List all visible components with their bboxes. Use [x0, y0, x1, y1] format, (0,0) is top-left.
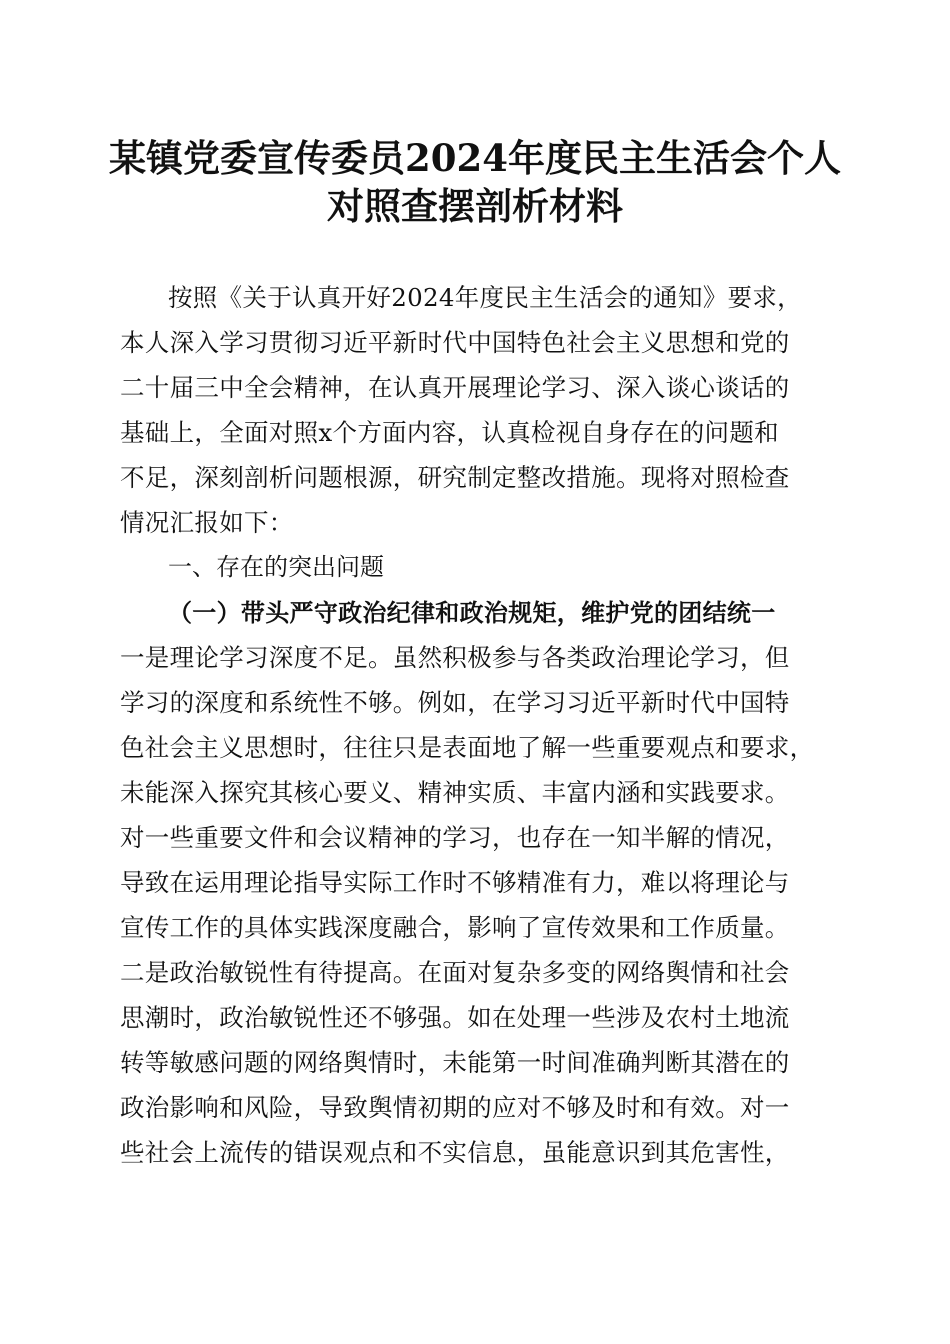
intro-line: 不足，深刻剖析问题根源，研究制定整改措施。现将对照检查 [120, 463, 790, 492]
section-heading: 一、存在的突出问题 [168, 553, 384, 581]
body-line: 思潮时，政治敏锐性还不够强。如在处理一些涉及农村土地流 [120, 1003, 790, 1032]
body-line: 学习的深度和系统性不够。例如，在学习习近平新时代中国特 [120, 688, 790, 717]
body-line: 宣传工作的具体实践深度融合，影响了宣传效果和工作质量。 [120, 913, 790, 942]
intro-line: 情况汇报如下： [120, 508, 294, 537]
intro-line: 本人深入学习贯彻习近平新时代中国特色社会主义思想和党的 [120, 328, 790, 357]
intro-line: 二十届三中全会精神，在认真开展理论学习、深入谈心谈话的 [120, 373, 790, 402]
body-paragraph [120, 635, 840, 1175]
intro-line: 基础上，全面对照x个方面内容，认真检视自身存在的问题和 [120, 418, 779, 447]
body-line: 一是理论学习深度不足。虽然积极参与各类政治理论学习，但 [120, 643, 790, 672]
intro-paragraph [120, 275, 840, 545]
subsection-heading: （一）带头严守政治纪律和政治规矩，维护党的团结统一 [168, 598, 776, 627]
body-line: 转等敏感问题的网络舆情时，未能第一时间准确判断其潜在的 [120, 1048, 790, 1077]
body-line: 导致在运用理论指导实际工作时不够精准有力，难以将理论与 [120, 868, 790, 897]
body-line: 对一些重要文件和会议精神的学习，也存在一知半解的情况， [120, 823, 790, 852]
document-title-line-1: 某镇党委宣传委员2024年度民主生活会个人 [109, 136, 841, 180]
body-line: 二是政治敏锐性有待提高。在面对复杂多变的网络舆情和社会 [120, 958, 790, 987]
document-title-line-2: 对照查摆剖析材料 [327, 184, 623, 228]
intro-line: 按照《关于认真开好2024年度民主生活会的通知》要求， [168, 283, 802, 312]
body-line: 色社会主义思想时，往往只是表面地了解一些重要观点和要求， [120, 733, 815, 762]
body-line: 些社会上流传的错误观点和不实信息，虽能意识到其危害性， [120, 1138, 790, 1167]
body-line: 未能深入探究其核心要义、精神实质、丰富内涵和实践要求。 [120, 778, 790, 807]
body-line: 政治影响和风险，导致舆情初期的应对不够及时和有效。对一 [120, 1093, 790, 1122]
